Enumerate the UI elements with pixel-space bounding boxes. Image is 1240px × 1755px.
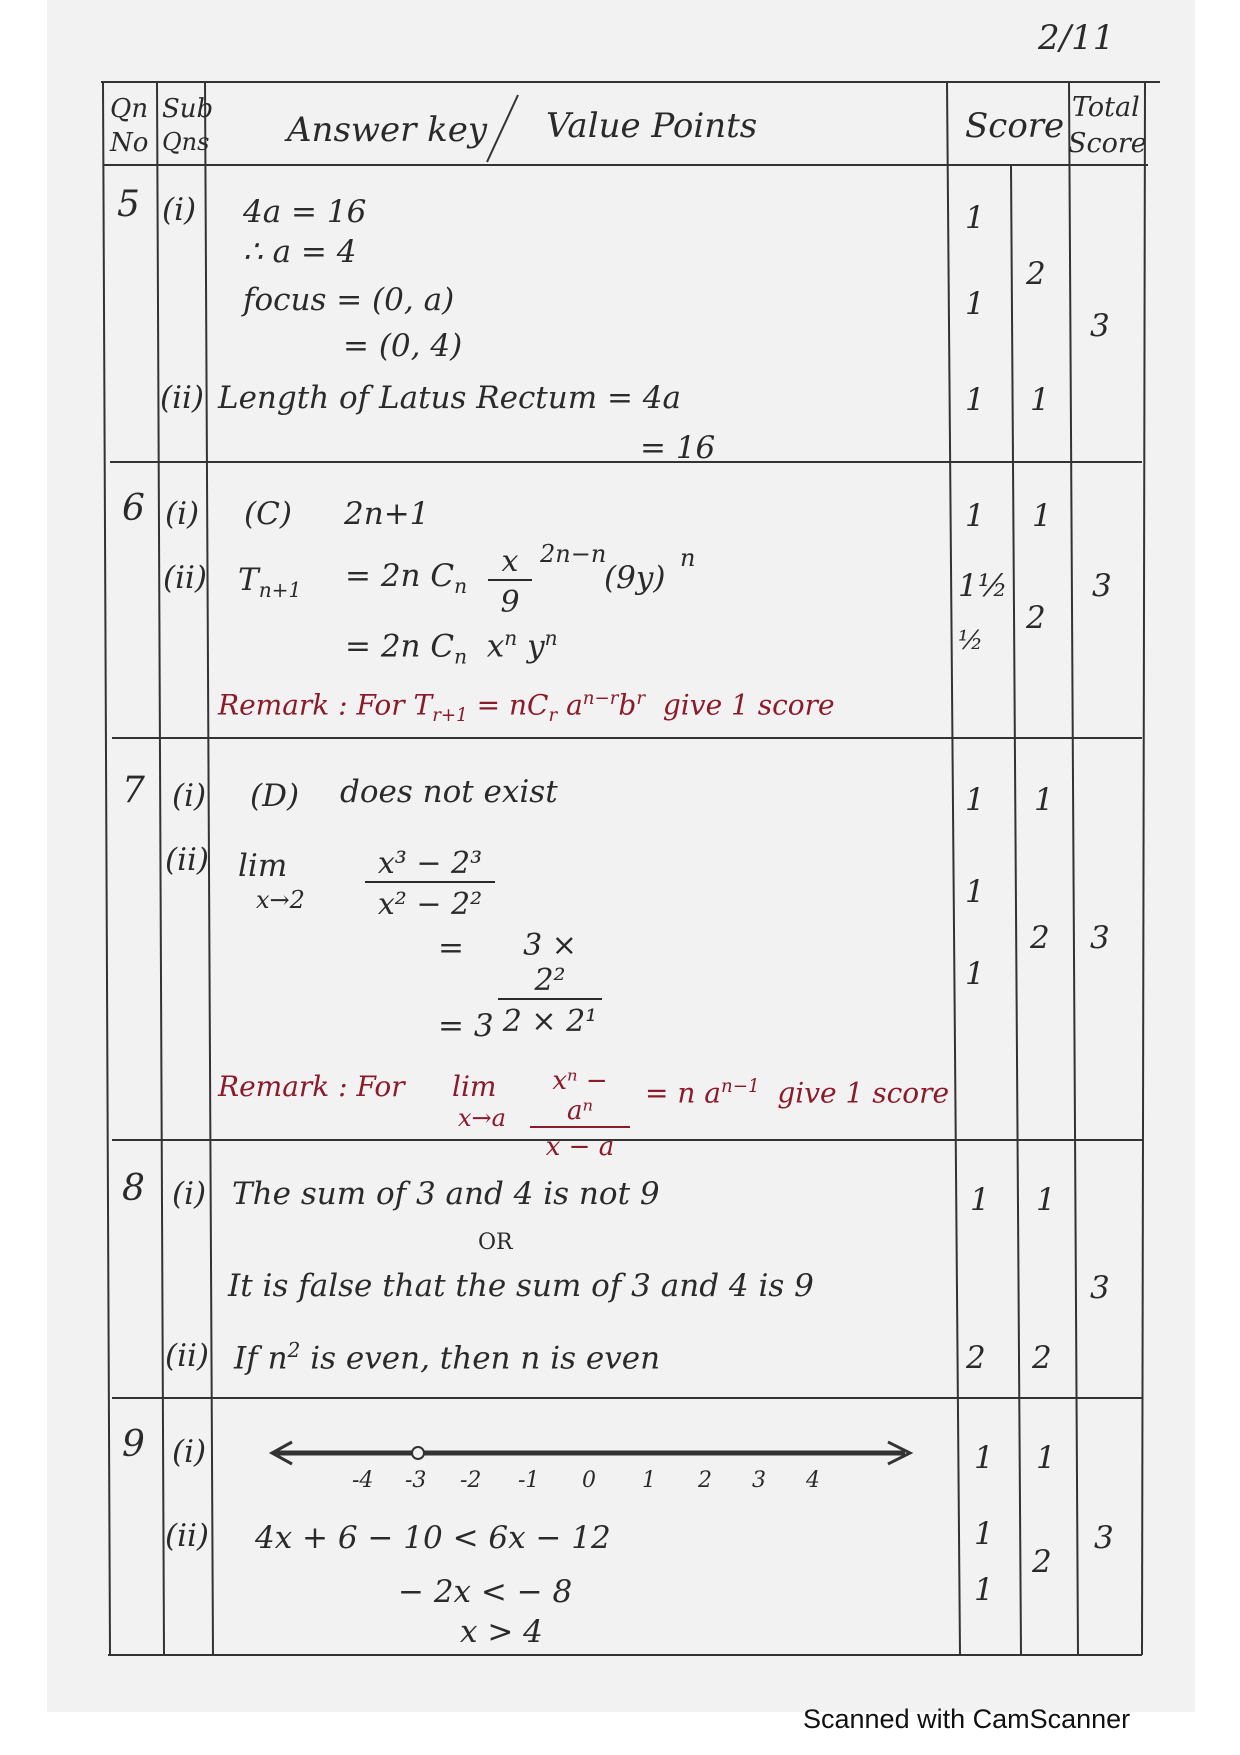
q9-line-3: x > 4 [460, 1614, 543, 1650]
q6-remark-aexp: n−r [582, 688, 619, 709]
q9-tick: 2 [698, 1468, 712, 1493]
q9-tick: -4 [352, 1468, 374, 1493]
q6-remark-end: give 1 score [662, 688, 835, 722]
q7-num2: 3 × 2² [498, 928, 602, 1000]
q8-line-2: It is false that the sum of 3 and 4 is 9 [228, 1268, 814, 1304]
header-value-points: Value Points [546, 106, 758, 146]
q6-frac-den: 9 [500, 585, 520, 620]
q7-lim: lim [238, 848, 288, 884]
q6-remark-sub: r+1 [432, 704, 468, 726]
q8-line-1: The sum of 3 and 4 is not 9 [232, 1176, 660, 1212]
q9-score-1: 1 [974, 1440, 994, 1476]
q7-remark-num: xⁿ − aⁿ [530, 1066, 630, 1128]
page-number: 2/11 [1038, 18, 1115, 58]
q6-answer-i: 2n+1 [344, 496, 430, 532]
q8-score-1: 1 [970, 1182, 990, 1218]
q8-line-3b: is even, then n is even [310, 1340, 661, 1377]
q8-sub-i: (i) [172, 1176, 207, 1212]
q5-line-1: 4a = 16 [243, 194, 367, 230]
q8-subtotal-ii: 2 [1032, 1340, 1052, 1376]
q5-line-2: ∴ a = 4 [243, 234, 357, 270]
header-sub: Sub [162, 94, 214, 124]
q6-exp1: 2n−n [540, 540, 607, 568]
q7-score-3: 1 [965, 956, 985, 992]
q7-sub-i: (i) [172, 778, 207, 814]
q6-remark [218, 688, 835, 726]
q8-or: OR [478, 1230, 513, 1255]
q8-score-2: 2 [966, 1340, 986, 1376]
q7-fraction-1 [365, 846, 495, 922]
q7-score-1: 1 [965, 782, 985, 818]
q6-fraction [488, 544, 532, 620]
q5-sub-i: (i) [162, 192, 197, 228]
q7-subtotal-ii: 2 [1030, 920, 1050, 956]
q7-option: (D) [250, 778, 300, 814]
q6-remark-csub: r [548, 704, 558, 726]
q6-exp2: n [680, 544, 696, 572]
q9-total: 3 [1094, 1520, 1114, 1556]
q6-remark-bexp: r [636, 688, 646, 709]
header-answer-key: Answer key [287, 110, 488, 150]
q7-remark-end: give 1 score [777, 1076, 950, 1110]
q9-sub-ii: (ii) [165, 1518, 210, 1554]
q6-eq1-text: = 2n [345, 558, 421, 594]
q7-score-2: 1 [965, 874, 985, 910]
q7-remark-text: Remark : For [218, 1070, 405, 1103]
q7-eq: = [438, 930, 464, 966]
q5-total: 3 [1090, 308, 1110, 344]
q9-tick: 3 [752, 1468, 766, 1493]
q6-c-sub: n [454, 574, 468, 599]
q7-den2: 2 × 2¹ [502, 1004, 598, 1039]
q7-fraction-2 [498, 928, 602, 1039]
q6-score-3: ½ [958, 626, 984, 656]
q6-remark-text: Remark : For T [218, 688, 433, 722]
q7-remark-eq [645, 1076, 949, 1109]
q9-tick: 4 [806, 1468, 820, 1493]
q6-score-1: 1 [965, 498, 985, 534]
q6-subtotal-ii: 2 [1026, 600, 1046, 636]
q8-total: 3 [1090, 1270, 1110, 1306]
q7-sub-ii: (ii) [165, 842, 210, 878]
q5-line-6: = 16 [640, 430, 716, 466]
q6-p2: (9y) [604, 560, 666, 596]
q9-line-2: − 2x < − 8 [398, 1574, 573, 1610]
q7-remark-fraction [530, 1066, 630, 1162]
q8-line-3-exp: 2 [287, 1338, 301, 1362]
q6-eq1 [345, 558, 467, 598]
q9-number: 9 [122, 1424, 145, 1465]
q6-y-exp: n [544, 626, 558, 650]
q7-subtotal-i: 1 [1034, 782, 1054, 818]
q6-total: 3 [1092, 568, 1112, 604]
q7-remark-den: x − a [545, 1132, 615, 1162]
q7-answer-i: does not exist [340, 774, 558, 810]
q6-eq2-sub: n [454, 644, 468, 669]
q7-number: 7 [122, 770, 145, 811]
q5-subtotal-ii: 1 [1030, 382, 1050, 418]
q9-tick: -3 [405, 1468, 427, 1493]
q6-eq2-text: = 2n C [345, 628, 455, 665]
q7-total: 3 [1090, 920, 1110, 956]
q9-subtotal-ii: 2 [1032, 1544, 1052, 1580]
q6-term [238, 562, 301, 602]
q9-tick: -2 [460, 1468, 482, 1493]
q6-sub-ii: (ii) [163, 560, 208, 596]
q8-line-3a: If n [234, 1340, 288, 1377]
q8-number: 8 [122, 1168, 145, 1209]
q9-subtotal-i: 1 [1036, 1440, 1056, 1476]
q6-option: (C) [244, 496, 292, 532]
header-no: No [110, 128, 149, 158]
q5-score-3: 1 [965, 382, 985, 418]
q6-remark-mid: = nC [476, 688, 549, 722]
q6-sub-i: (i) [165, 496, 200, 532]
q6-eq2 [345, 626, 558, 669]
q7-remark-exp: n−1 [721, 1076, 760, 1097]
q6-x-exp: n [504, 626, 518, 650]
q6-term-t: T [238, 562, 259, 598]
q9-tick: -1 [518, 1468, 540, 1493]
q9-tick: 1 [642, 1468, 656, 1493]
q9-line-1: 4x + 6 − 10 < 6x − 12 [255, 1520, 611, 1556]
q9-tick: 0 [582, 1468, 596, 1493]
q6-y: y [527, 628, 545, 665]
q8-subtotal-i: 1 [1036, 1182, 1056, 1218]
q6-term-sub: n+1 [258, 578, 302, 603]
header-total: Total [1072, 92, 1140, 123]
q9-score-2: 1 [974, 1516, 994, 1552]
q7-remark-eq-text: = n a [645, 1076, 721, 1110]
q7-den1: x² − 2² [377, 887, 483, 922]
q5-line-3: focus = (0, a) [243, 282, 455, 318]
header-score: Score [965, 106, 1065, 146]
q5-subtotal-i: 2 [1026, 256, 1046, 292]
q5-line-4: = (0, 4) [343, 328, 463, 364]
q6-frac-num: x [488, 544, 532, 581]
q6-x: x [486, 628, 505, 665]
q7-num1: x³ − 2³ [365, 846, 495, 883]
q8-sub-ii: (ii) [165, 1338, 210, 1374]
header-total-score: Score [1068, 128, 1147, 159]
q6-number: 6 [122, 488, 145, 529]
q5-score-1: 1 [965, 200, 985, 236]
q6-c: C [430, 558, 455, 594]
q6-remark-a: a [566, 688, 583, 722]
q6-subtotal-i: 1 [1032, 498, 1052, 534]
q5-line-5: Length of Latus Rectum = 4a [218, 380, 682, 416]
q7-remark-lim-sub: x→a [458, 1104, 506, 1132]
scanner-watermark: Scanned with CamScanner [803, 1704, 1131, 1734]
q6-score-2: 1½ [958, 568, 1008, 604]
q7-lim-sub: x→2 [256, 886, 305, 914]
q5-number: 5 [117, 184, 140, 225]
q5-score-2: 1 [965, 286, 985, 322]
header-qn: Qn [110, 94, 149, 124]
q6-remark-b: b [618, 688, 637, 722]
q7-eq2: = 3 [438, 1008, 494, 1044]
q9-score-3: 1 [974, 1572, 994, 1608]
q7-remark-lim: lim [452, 1070, 497, 1103]
q9-sub-i: (i) [172, 1434, 207, 1470]
q8-line-3 [234, 1338, 660, 1376]
header-qns: Qns [162, 128, 210, 156]
q5-sub-ii: (ii) [160, 380, 205, 416]
